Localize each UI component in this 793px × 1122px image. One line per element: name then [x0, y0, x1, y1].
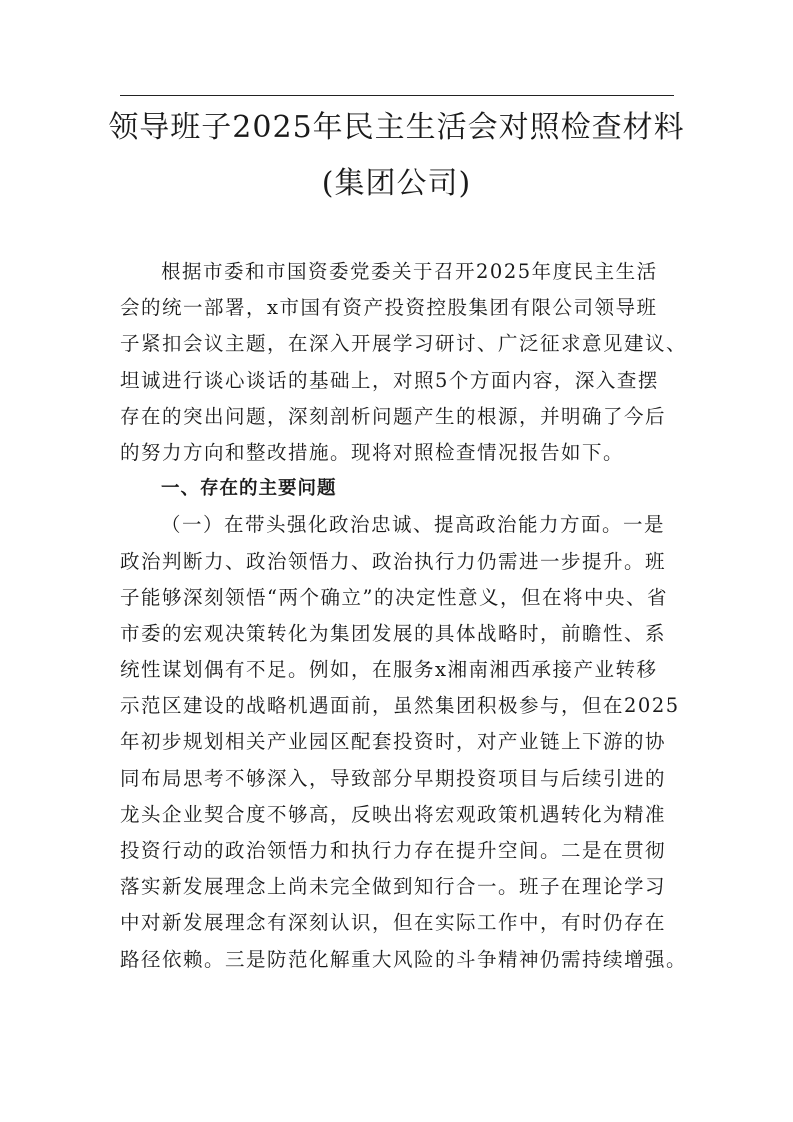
paragraph-line: 龙头企业契合度不够高，反映出将宏观政策机遇转化为精准 [120, 802, 667, 826]
paragraph-line: 投资行动的政治领悟力和执行力存在提升空间。二是在贯彻 [120, 839, 667, 862]
paragraph-line: （一）在带头强化政治忠诚、提高政治能力方面。一是 [161, 513, 666, 537]
header-rule [120, 95, 674, 96]
document-subtitle: (集团公司) [321, 166, 472, 201]
paragraph-line: 存在的突出问题，深刻剖析问题产生的根源，并明确了今后 [120, 404, 667, 428]
paragraph-line: 市委的宏观决策转化为集团发展的具体战略时，前瞻性、系 [120, 621, 667, 645]
paragraph-line: 根据市委和市国资委党委关于召开2025年度民主生活 [161, 260, 658, 283]
paragraph-line: 统性谋划偶有不足。例如，在服务x湘南湘西承接产业转移 [120, 658, 658, 682]
paragraph-line: 子紧扣会议主题，在深入开展学习研讨、广泛征求意见建议、 [120, 332, 688, 356]
paragraph-line: 示范区建设的战略机遇面前，虽然集团积极参与，但在2025 [120, 694, 680, 718]
paragraph-line: 的努力方向和整改措施。现将对照检查情况报告如下。 [120, 440, 625, 464]
paragraph-line: 年初步规划相关产业园区配套投资时，对产业链上下游的协 [120, 730, 667, 754]
paragraph-line: 坦诚进行谈心谈话的基础上，对照5个方面内容，深入查摆 [120, 368, 659, 392]
paragraph-line: 子能够深刻领悟“两个确立”的决定性意义，但在将中央、省 [120, 585, 668, 609]
paragraph-line: 落实新发展理念上尚未完全做到知行合一。班子在理论学习 [120, 875, 667, 899]
paragraph-line: 同布局思考不够深入，导致部分早期投资项目与后续引进的 [120, 766, 667, 790]
paragraph-line: 路径依赖。三是防范化解重大风险的斗争精神仍需持续增强。 [120, 947, 688, 971]
paragraph-line: 会的统一部署，x市国有资产投资控股集团有限公司领导班 [120, 296, 658, 320]
section-heading: 一、存在的主要问题 [161, 478, 337, 500]
paragraph-line: 政治判断力、政治领悟力、政治执行力仍需进一步提升。班 [120, 549, 667, 573]
document-title: 领导班子2025年民主生活会对照检查材料 [108, 110, 685, 145]
paragraph-line: 中对新发展理念有深刻认识，但在实际工作中，有时仍存在 [120, 911, 667, 935]
document-body [120, 254, 688, 978]
